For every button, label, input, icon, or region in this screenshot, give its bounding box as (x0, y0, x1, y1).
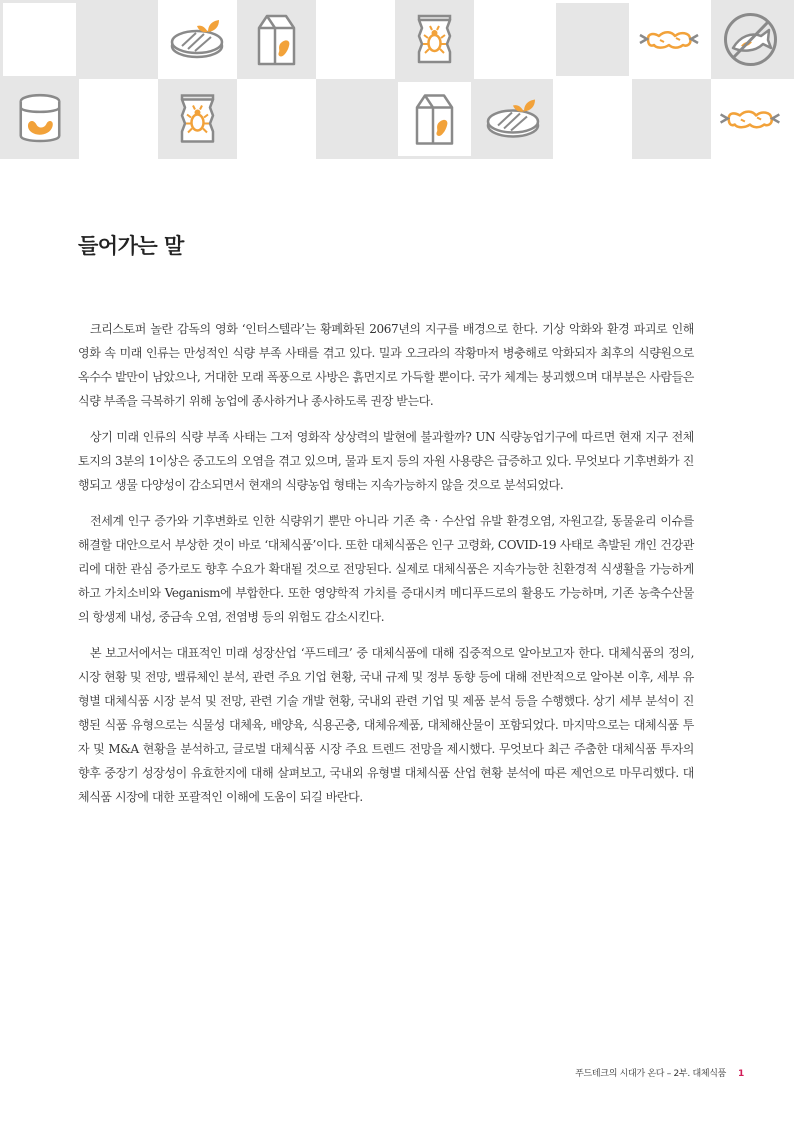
no-fish-icon (711, 0, 794, 79)
can-icon (0, 79, 80, 159)
banner-tile (474, 0, 553, 79)
banner-tile (553, 0, 632, 79)
insect-bag-icon (395, 0, 474, 79)
page-number: 1 (738, 1069, 744, 1079)
banner-tile (0, 0, 79, 79)
sausage-icon (632, 0, 711, 79)
header-banner (0, 0, 794, 159)
banner-tile (553, 79, 632, 159)
page-footer (575, 1066, 744, 1079)
patty-icon (158, 0, 237, 79)
banner-tile (79, 79, 158, 159)
page-title: 들어가는 말 (78, 234, 184, 258)
milk-carton-icon (395, 79, 474, 159)
sausage-icon (711, 79, 794, 159)
banner-tile (237, 79, 316, 159)
banner-tile (316, 79, 395, 159)
paragraph: 상기 미래 인류의 식량 부족 사태는 그저 영화작 상상력의 발현에 불과할까? UN 식량농업기구에 따르면 현재 지구 전체 토지의 3분의 1이상은 중고도의 오염을 겪고 있으며, 물과 토지 등의 자원 사용량은 급증하고 있다. 무엇보다 기후변화가 진행되고 생물 다양성이 감소되면서 현재의 식량농업 형태는 지속가능하지 않을 것으로 분석되었다. (78, 430, 694, 492)
milk-carton-icon (237, 0, 316, 79)
paragraph: 크리스토퍼 놀란 감독의 영화 ‘인터스텔라’는 황폐화된 2067년의 지구를 배경으로 한다. 기상 악화와 환경 파괴로 인해 영화 속 미래 인류는 만성적인 식량 부족 사태를 겪고 있다. 밀과 오크라의 작황마저 병충해로 악화되자 최후의 식량원으로 옥수수 밭만이 남았으나, 거대한 모래 폭풍으로 사방은 흙먼지로 가득할 뿐이다. 국가 체계는 붕괴했으며 대부분은 사람들은 식량 부족을 극복하기 위해 농업에 종사하거나 종사하도록 권장 받는다. (78, 322, 694, 408)
body-text (78, 317, 694, 821)
insect-bag-icon (158, 79, 237, 159)
patty-icon (474, 79, 553, 159)
paragraph: 본 보고서에서는 대표적인 미래 성장산업 ‘푸드테크’ 중 대체식품에 대해 집중적으로 알아보고자 한다. 대체식품의 정의, 시장 현황 및 전망, 밸류체인 분석, 관련 주요 기업 현황, 국내 규제 및 정부 동향 등에 대해 전반적으로 알아본 이후, 세부 유형별 대체식품 시장 분석 및 전망, 관련 기술 개발 현황, 국내외 관련 기업 및 제품 분석 등을 수행했다. 상기 세부 분석이 진행된 식품 유형으로는 식물성 대체육, 배양육, 식용곤충, 대체유제품, 대체해산물이 포함되었다. 마지막으로는 대체식품 투자 및 M&A 현황을 분석하고, 글로벌 대체식품 시장 주요 트렌드 전망을 제시했다. 무엇보다 최근 주춤한 대체식품 투자의 향후 중장기 성장성이 유효한지에 대해 살펴보고, 국내외 유형별 대체식품 산업 현황 분석에 따른 제언으로 마무리했다. 대체식품 시장에 대한 포괄적인 이해에 도움이 되길 바란다. (78, 646, 694, 804)
footer-title: 푸드테크의 시대가 온다 – 2부. 대체식품 (575, 1069, 727, 1079)
banner-tile (316, 0, 395, 79)
paragraph: 전세계 인구 증가와 기후변화로 인한 식량위기 뿐만 아니라 기존 축 · 수산업 유발 환경오염, 자원고갈, 동물윤리 이슈를 해결할 대안으로서 부상한 것이 바로 ‘대체식품’이다. 또한 대체식품은 인구 고령화, COVID-19 사태로 촉발된 개인 건강관리에 대한 관심 증가로도 향후 수요가 확대될 것으로 전망된다. 실제로 대체식품은 지속가능한 친환경적 식생활을 가능하게 하고 가치소비와 Veganism에 부합한다. 또한 영양학적 가치를 증대시켜 메디푸드로의 활용도 가능하며, 기존 농축수산물의 항생제 내성, 중금속 오염, 전염병 등의 위험도 감소시킨다. (78, 514, 694, 624)
banner-tile (632, 79, 711, 159)
banner-tile (79, 0, 158, 79)
